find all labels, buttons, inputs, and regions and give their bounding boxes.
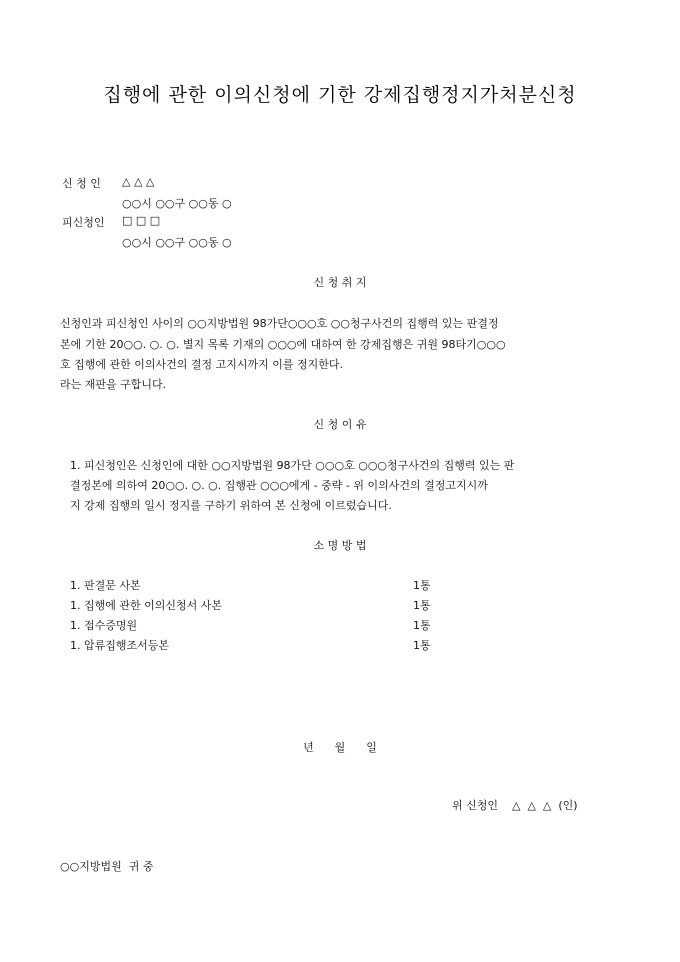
reasons-line: 결정본에 의하여 20○○. ○. ○. 집행관 ○○○에게 - 중략 - 위 이의사건의 결정고지시까 — [70, 479, 488, 492]
evidence-item-name: 1. 판결문 사본 — [70, 579, 141, 592]
purpose-line: 호 집행에 관한 이의사건의 결정 고지시까지 이를 정지한다. — [60, 358, 343, 371]
document-title: 집행에 관한 이의신청에 기한 강제집행정지가처분신청 — [103, 84, 577, 106]
signature-line: 위 신청인 △ △ △ (인) — [452, 799, 578, 812]
court-addressee: ○○지방법원 귀 중 — [60, 860, 154, 873]
purpose-line: 신청인과 피신청인 사이의 ○○지방법원 98가단○○○호 ○○청구사건의 집행력 있는 판결정 — [60, 317, 499, 330]
reasons-heading: 신 청 이 유 — [313, 418, 367, 431]
respondent-address: ○○시 ○○구 ○○동 ○ — [122, 236, 232, 249]
evidence-item-count: 1통 — [413, 579, 431, 592]
applicant-label: 신 청 인 — [62, 177, 101, 190]
evidence-item-name: 1. 집행에 관한 이의신청서 사본 — [70, 599, 222, 612]
applicant-address: ○○시 ○○구 ○○동 ○ — [122, 197, 232, 210]
date-line: 년 월 일 — [303, 741, 377, 754]
purpose-heading: 신 청 취 지 — [313, 276, 367, 289]
evidence-item-count: 1통 — [413, 619, 431, 632]
purpose-line: 본에 기한 20○○. ○. ○. 별지 목록 기재의 ○○○에 대하여 한 강제집행은 귀원 98타기○○○ — [60, 338, 506, 351]
respondent-name: □ □ □ — [122, 214, 161, 227]
evidence-item-name: 1. 압류집행조서등본 — [70, 639, 169, 652]
applicant-name: △ △ △ — [122, 175, 155, 188]
reasons-line: 지 강제 집행의 일시 정지를 구하기 위하여 본 신청에 이르렀습니다. — [70, 499, 392, 512]
purpose-line: 라는 재판을 구합니다. — [60, 378, 167, 391]
evidence-heading: 소 명 방 법 — [313, 539, 367, 552]
reasons-line: 1. 피신청인은 신청인에 대한 ○○지방법원 98가단 ○○○호 ○○○청구사건의 집행력 있는 판 — [70, 459, 515, 472]
evidence-item-count: 1통 — [413, 639, 431, 652]
evidence-item-name: 1. 접수증명원 — [70, 619, 138, 632]
respondent-label: 피신청인 — [62, 216, 105, 229]
evidence-item-count: 1통 — [413, 599, 431, 612]
